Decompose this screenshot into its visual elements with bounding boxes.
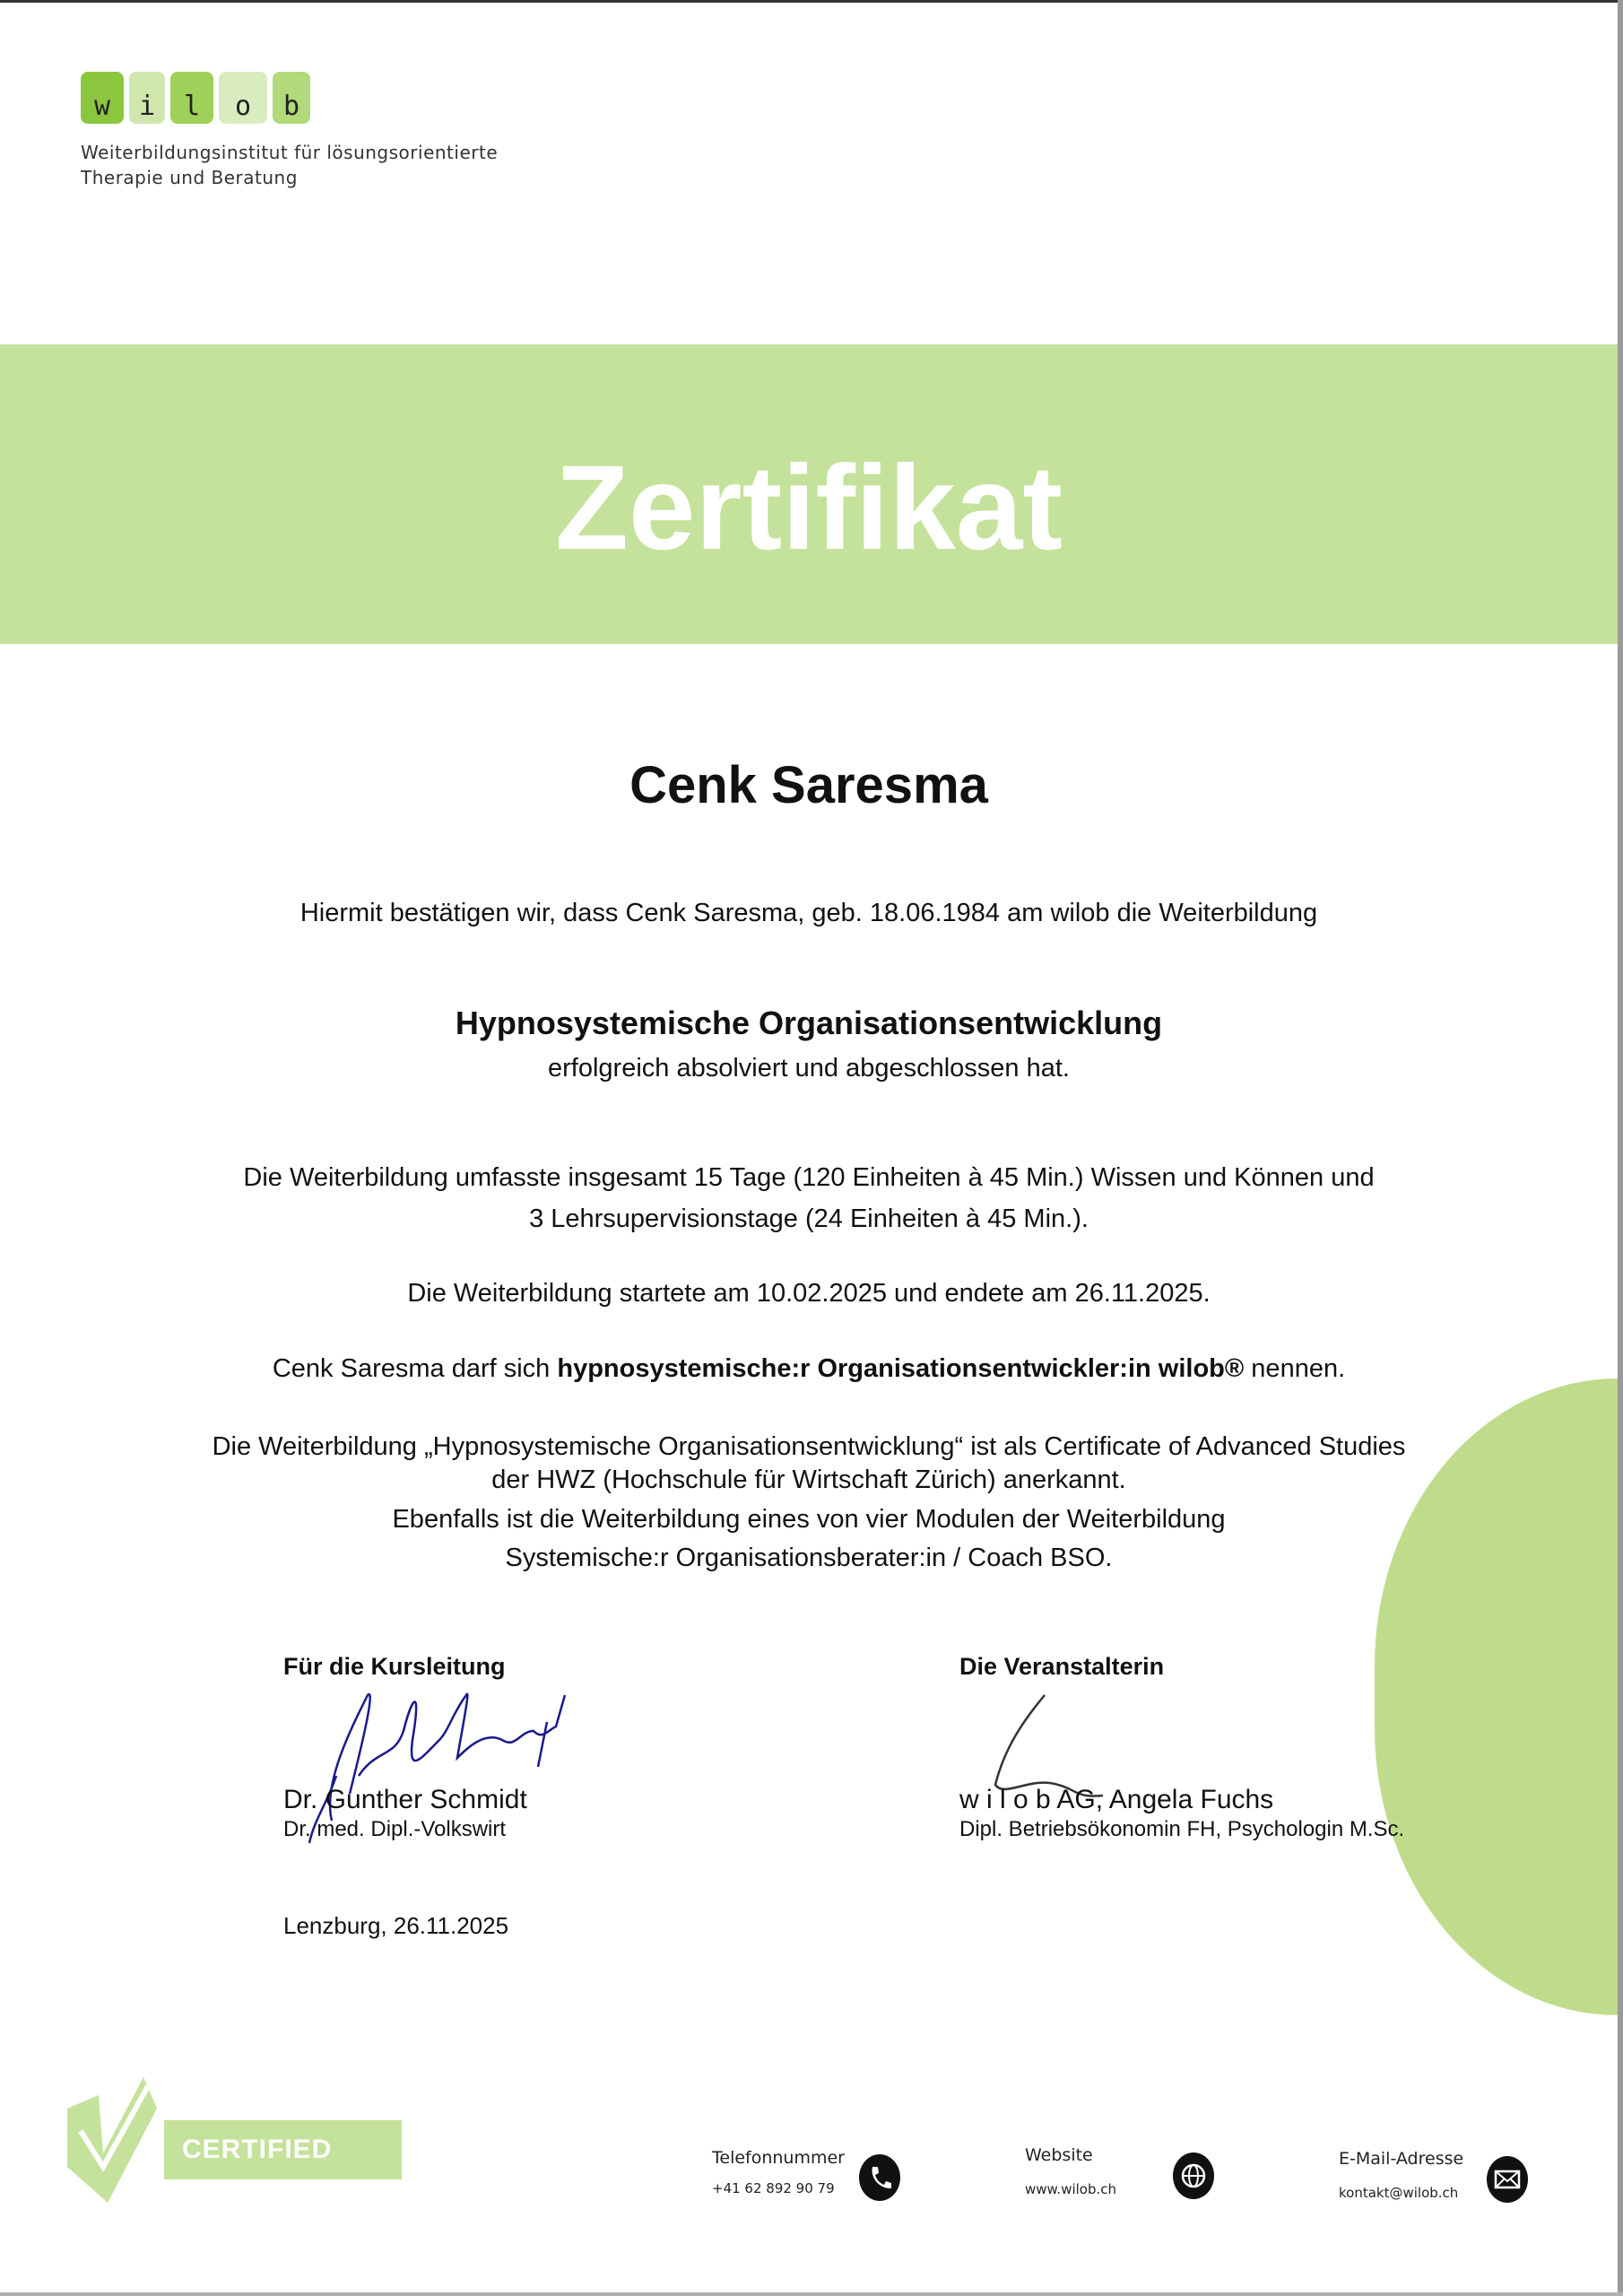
- contact-label: Telefonnummer: [712, 2148, 845, 2168]
- contact-phone: [712, 2148, 845, 2196]
- scope-text: Die Weiterbildung umfasste insgesamt 15 Tage (120 Einheiten à 45 Min.) Wissen und Können und: [243, 1163, 1375, 1192]
- title-text: [0, 1354, 1618, 1384]
- left-signature-heading: Für die Kursleitung: [283, 1653, 506, 1680]
- professional-title: hypnosystemische:r Organisationsentwickler:in wilob®: [557, 1354, 1245, 1383]
- course-name: Hypnosystemische Organisationsentwicklung: [455, 1004, 1163, 1041]
- left-signatory-name: Dr. Gunther Schmidt: [283, 1785, 527, 1814]
- recognition-text: Systemische:r Organisationsberater:in / Coach BSO.: [505, 1544, 1113, 1572]
- recognition-text: Ebenfalls ist die Weiterbildung eines von vier Modulen der Weiterbildung: [392, 1505, 1226, 1534]
- logo-letter: l: [170, 72, 213, 124]
- email-link[interactable]: kontakt@wilob.ch: [1339, 2185, 1459, 2201]
- phone-number[interactable]: +41 62 892 90 79: [712, 2180, 835, 2196]
- logo-letter: i: [129, 72, 165, 124]
- envelope-icon: [1487, 2156, 1528, 2203]
- scan-bottom-edge: [0, 2292, 1623, 2296]
- scan-right-edge: [1618, 0, 1623, 2296]
- recipient-name: Cenk Saresma: [629, 756, 988, 814]
- scope-text: 3 Lehrsupervisionstage (24 Einheiten à 45 Min.).: [529, 1205, 1089, 1233]
- completion-text: erfolgreich absolviert und abgeschlossen hat.: [548, 1054, 1070, 1083]
- recognition-text: Die Weiterbildung „Hypnosystemische Organisationsentwicklung“ ist als Certificate of Advanced Studies: [212, 1432, 1406, 1461]
- globe-icon: [1173, 2152, 1214, 2199]
- scan-top-edge: [0, 0, 1623, 3]
- intro-text: Hiermit bestätigen wir, dass Cenk Saresma, geb. 18.06.1984 am wilob die Weiterbildung: [299, 899, 1318, 927]
- left-signatory-title: Dr. med. Dipl.-Volkswirt: [283, 1817, 507, 1841]
- logo-subtitle: Weiterbildungsinstitut für lösungsorientierte: [81, 142, 499, 163]
- logo-letter: o: [219, 72, 267, 124]
- logo-letter: w: [81, 72, 124, 124]
- wilob-logo: [81, 72, 310, 124]
- logo-letter: b: [273, 72, 310, 124]
- right-signature-heading: Die Veranstalterin: [959, 1653, 1165, 1680]
- place-date: Lenzburg, 26.11.2025: [283, 1912, 509, 1939]
- contact-website: [1025, 2145, 1116, 2197]
- dates-text: Die Weiterbildung startete am 10.02.2025 und endete am 26.11.2025.: [407, 1279, 1211, 1308]
- recognition-text: der HWZ (Hochschule für Wirtschaft Zürich) anerkannt.: [491, 1465, 1126, 1494]
- right-signatory-title: Dipl. Betriebsökonomin FH, Psychologin M.Sc.: [959, 1817, 1405, 1841]
- title-post: nennen.: [1244, 1354, 1346, 1383]
- logo-subtitle: Therapie und Beratung: [81, 167, 298, 188]
- certificate-title: Zertifikat: [555, 441, 1063, 575]
- contact-label: E-Mail-Adresse: [1339, 2149, 1464, 2169]
- certified-badge: [58, 2068, 402, 2203]
- website-link[interactable]: www.wilob.ch: [1025, 2181, 1117, 2197]
- contact-label: Website: [1025, 2145, 1093, 2165]
- phone-icon: [859, 2154, 900, 2201]
- right-signatory-name: w i l o b AG, Angela Fuchs: [959, 1785, 1274, 1814]
- certified-label: CERTIFIED: [164, 2120, 402, 2179]
- contact-email: [1339, 2149, 1463, 2201]
- title-pre: Cenk Saresma darf sich: [272, 1354, 558, 1383]
